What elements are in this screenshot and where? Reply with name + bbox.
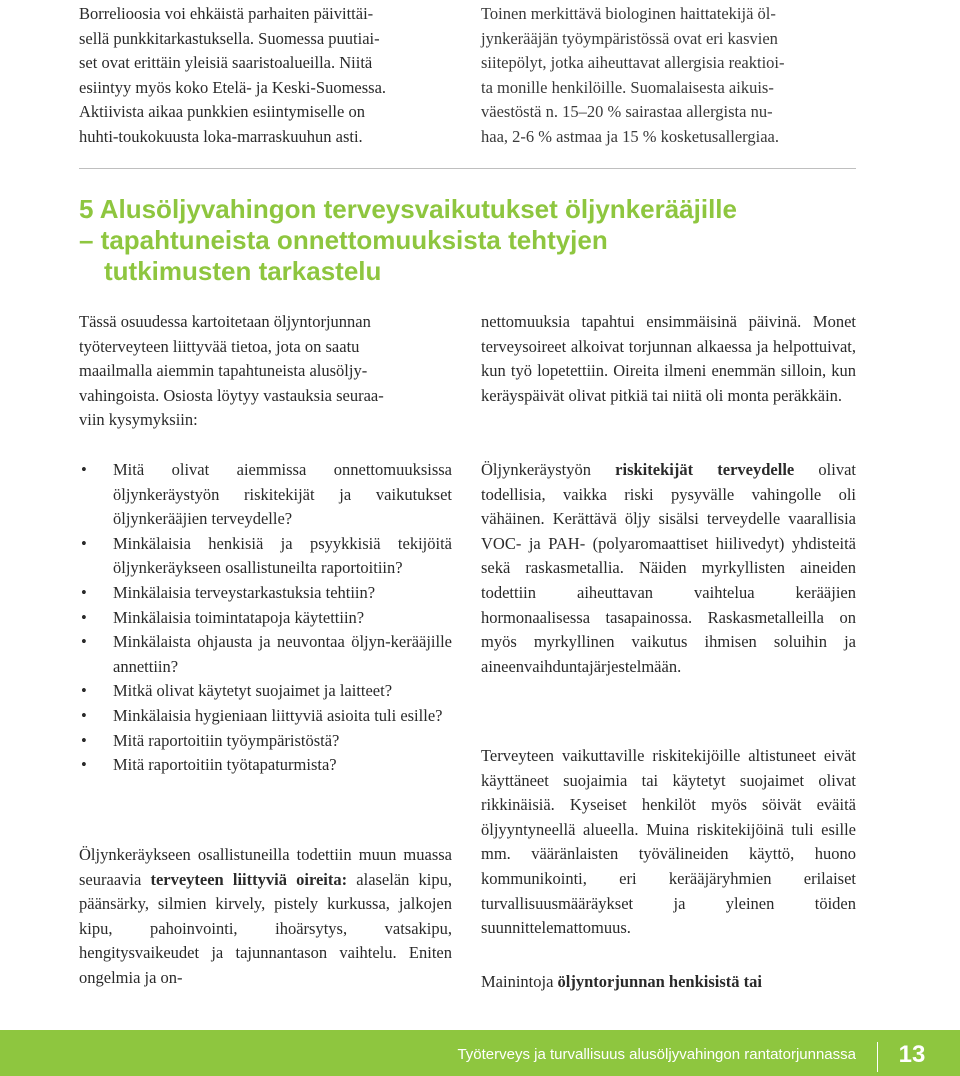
bold-term: öljyntorjunnan henkisistä tai	[557, 972, 762, 991]
heading-line: – tapahtuneista onnettomuuksista tehtyjen	[79, 225, 608, 255]
list-item: • Mitä raportoitiin työtapaturmista?	[79, 753, 452, 778]
list-item: • Mitä olivat aiemmissa onnettomuuksissa öljynkeräystyön riskitekijät ja vaikutukset öljynkerääjien terveydelle?	[79, 458, 452, 532]
footer-title: Työterveys ja turvallisuus alusöljyvahingon rantatorjunnassa	[457, 1046, 856, 1063]
intro-paragraph	[79, 310, 452, 433]
text-line: esiintyy myös koko Etelä- ja Keski-Suomessa.	[79, 77, 387, 97]
page-number: 13	[898, 1041, 926, 1068]
right-paragraph-1	[481, 310, 856, 408]
text-line: viin kysymyksiin:	[79, 410, 198, 430]
list-item: • Minkälaisia henkisiä ja psyykkisiä tekijöitä öljynkeräykseen osallistuneilta raportoitiin?	[79, 532, 452, 581]
text-line: huhti-toukokuusta loka-marraskuuhun asti.	[79, 126, 363, 146]
text-run: Öljynkeräykseen osallistuneilla todettiin muun muassa seuraavia	[79, 845, 452, 889]
paragraph-text	[481, 458, 856, 679]
text-line: vahingoista. Osiosta löytyy vastauksia seuraa-	[79, 385, 384, 405]
section-heading	[79, 194, 869, 287]
paragraph-text	[481, 970, 856, 995]
paragraph-text	[79, 843, 452, 991]
text-line: Aktiivista aikaa punkkien esiintymiselle on	[79, 102, 365, 122]
text-line: haa, 2-6 % astmaa ja 15 % kosketusallergiaa.	[481, 126, 779, 146]
text-line: Toinen merkittävä biologinen haittatekijä öl-	[481, 4, 776, 23]
list-item: • Mitä raportoitiin työympäristöstä?	[79, 729, 452, 754]
list-item: • Minkälaisia toimintatapoja käytettiin?	[79, 606, 452, 631]
right-paragraph-2	[481, 458, 856, 679]
text-line: Borrelioosia voi ehkäistä parhaiten päivittäi-	[79, 4, 374, 23]
heading-line: tutkimusten tarkastelu	[104, 256, 382, 286]
text-line: ta monille henkilöille. Suomalaisesta aikuis-	[481, 77, 774, 97]
symptoms-paragraph	[79, 843, 452, 991]
right-paragraph-3	[481, 744, 856, 941]
text-line: maailmalla aiemmin tapahtuneista alusöljy-	[79, 361, 368, 381]
top-right-paragraph	[481, 2, 856, 150]
text-run: Mainintoja	[481, 972, 554, 991]
heading-line: 5 Alusöljyvahingon terveysvaikutukset öljynkerääjille	[79, 194, 737, 224]
top-left-paragraph	[79, 2, 452, 150]
list-item: • Minkälaisia terveystarkastuksia tehtiin?	[79, 581, 452, 606]
section-divider	[79, 168, 856, 169]
text-line: väestöstä n. 15–20 % sairastaa allergista nu-	[481, 102, 773, 122]
text-line: set ovat erittäin yleisiä saaristoalueilla. Niitä	[79, 53, 373, 73]
question-list	[79, 458, 452, 778]
list-item: • Minkälaisia hygieniaan liittyviä asioita tuli esille?	[79, 704, 452, 729]
footer-divider	[877, 1042, 878, 1072]
bold-term: riskitekijät terveydelle	[615, 460, 795, 479]
text-line: työterveyteen liittyvää tietoa, jota on saatu	[79, 336, 360, 356]
text-run: Öljynkeräystyön	[481, 460, 591, 479]
text-line: sellä punkkitarkastuksella. Suomessa puutiai-	[79, 28, 380, 48]
text-line: siitepölyt, jotka aiheuttavat allergisia reaktioi-	[481, 53, 785, 73]
text-line: jynkerääjän työympäristössä ovat eri kasvien	[481, 28, 778, 48]
list-item: • Mitkä olivat käytetyt suojaimet ja laitteet?	[79, 679, 452, 704]
list-item: • Minkälaista ohjausta ja neuvontaa öljyn-kerääjille annettiin?	[79, 630, 452, 679]
bold-term: terveyteen liittyviä oireita:	[150, 869, 348, 889]
text-run: alaselän kipu, päänsärky, silmien kirvely, pistely kurkussa, jalkojen kipu, pahoinvointi, ihoärsytys, vatsakipu, hengitysvaikeudet ja tajunnantason vaihtelu. Eniten ongelmia ja on-	[79, 869, 453, 987]
right-paragraph-4	[481, 970, 856, 995]
paragraph-text: nettomuuksia tapahtui ensimmäisinä päivinä. Monet terveysoireet alkoivat torjunnan alkaessa ja helpottuivat, kun työ lopetettiin. Oireita ilmeni enemmän silloin, kun keräyspäivät olivat pitkiä tai niitä oli monta peräkkäin.	[481, 312, 856, 405]
text-run: olivat todellisia, vaikka riski pysyvälle vahingolle oli vähäinen. Kerättävä öljy sisälsi terveydelle vaarallisia VOC- ja PAH- (polyaromaattiset hiilivedyt) yhdisteitä sekä raskasmetallia. Näiden myrkyllisten aineiden todettiin aiheuttavan vaihtelua kerääjien hormonaalisessa tasapainossa. Raskasmetalleilla on myös myrkyllinen vaikutus ihmisen soluihin ja aineenvaihduntajärjestelmään.	[481, 460, 856, 676]
text-line: Tässä osuudessa kartoitetaan öljyntorjunnan	[79, 312, 371, 331]
paragraph-text: Terveyteen vaikuttaville riskitekijöille altistuneet eivät käyttäneet suojaimia tai käytetyt suojaimet olivat rikkinäisiä. Kyseiset henkilöt myös söivät eväitä öljyyntyneellä alueella. Muina riskitekijöinä tuli esille mm. vääränlaisten työvälineiden käyttö, huono kommunikointi, eri kerääjäryhmien erilaiset turvallisuusmääräykset ja yleinen töiden suunnittelemattomuus.	[481, 746, 856, 938]
